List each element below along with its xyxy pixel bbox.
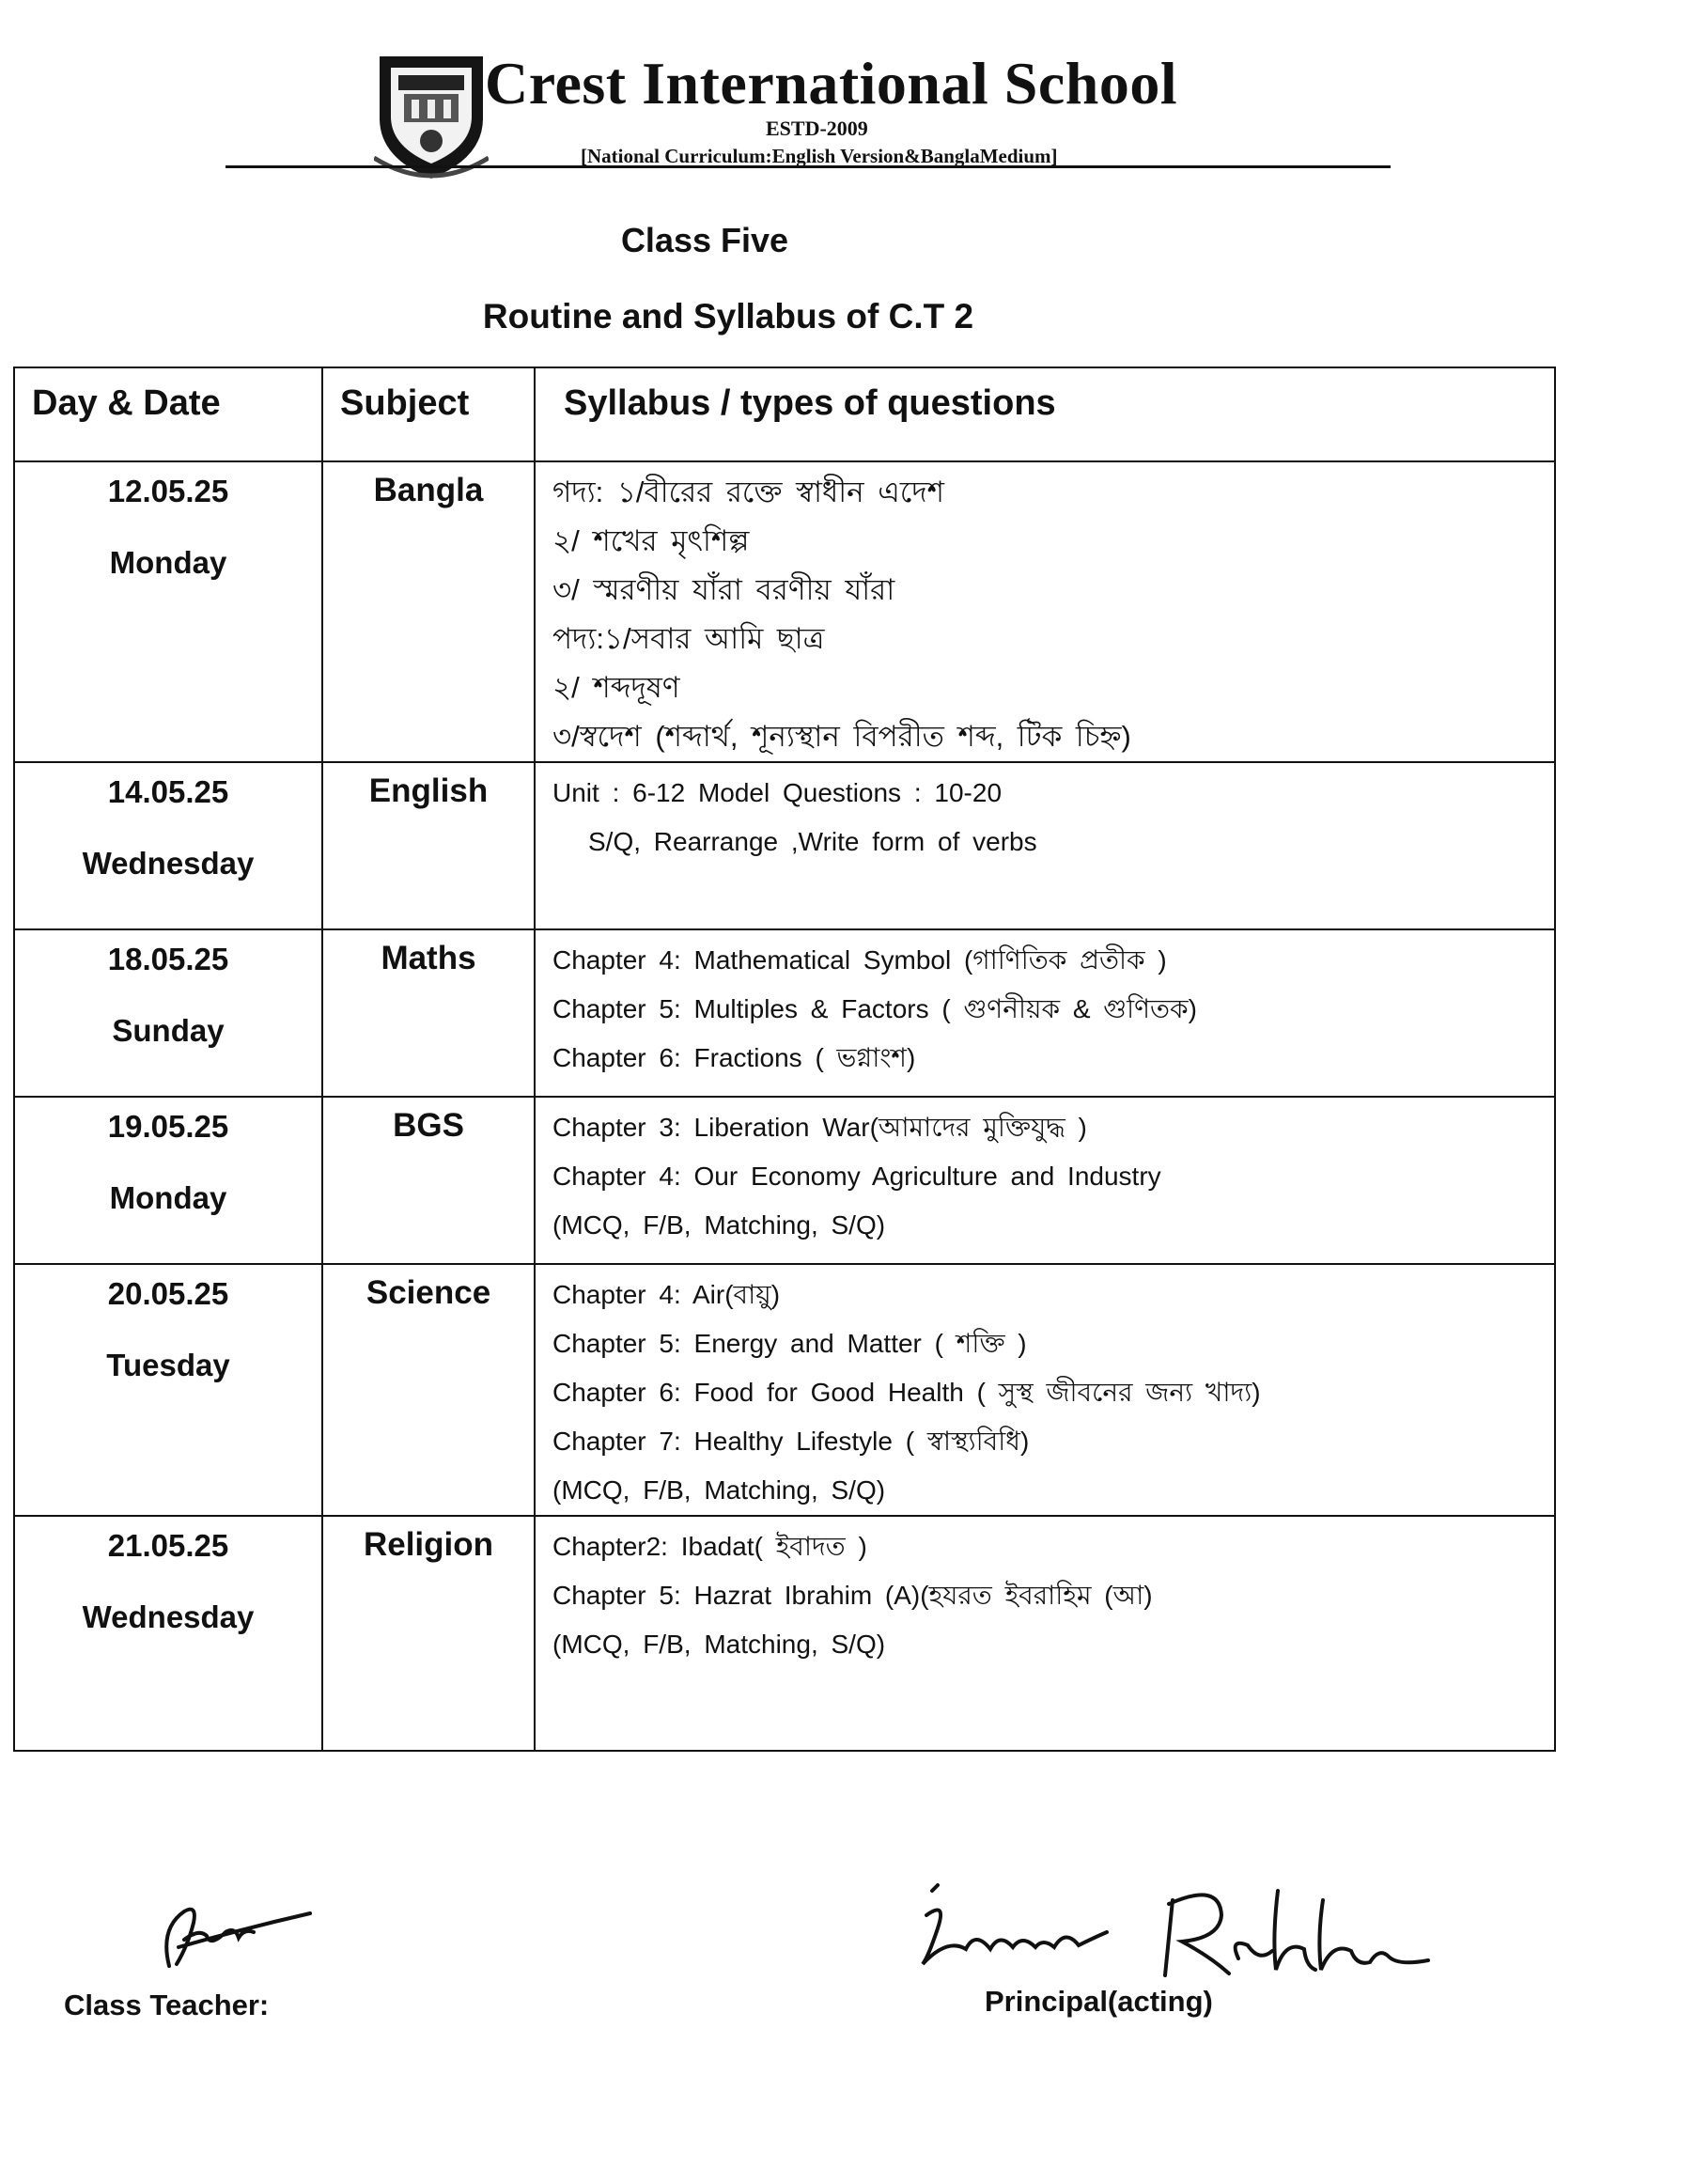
syllabus-cell <box>535 461 1555 762</box>
principal-label: Principal(acting) <box>985 1985 1213 2018</box>
exam-day: Sunday <box>112 1013 225 1048</box>
table-row <box>14 461 1555 762</box>
syllabus-line: S/Q, Rearrange ,Write form of verbs <box>588 827 1037 856</box>
syllabus-line: Chapter 3: Liberation War(আমাদের মুক্তিযুদ্ধ ) <box>552 1113 1087 1142</box>
day-date-cell <box>14 1097 322 1264</box>
day-date-cell <box>14 1264 322 1516</box>
syllabus-cell <box>535 929 1555 1097</box>
table-row <box>14 1516 1555 1751</box>
established-year: ESTD-2009 <box>766 117 868 140</box>
syllabus-line: ২/ শব্দদূষণ <box>552 671 680 704</box>
syllabus-cell <box>535 1516 1555 1751</box>
exam-date: 14.05.25 <box>107 774 229 809</box>
syllabus-line: (MCQ, F/B, Matching, S/Q) <box>552 1210 886 1240</box>
syllabus-line: Unit : 6-12 Model Questions : 10-20 <box>552 778 1003 807</box>
syllabus-line: Chapter 5: Energy and Matter ( শক্তি ) <box>552 1329 1027 1358</box>
syllabus-cell <box>535 762 1555 929</box>
syllabus-line: Chapter2: Ibadat( ইবাদত ) <box>552 1532 867 1561</box>
syllabus-line: (MCQ, F/B, Matching, S/Q) <box>552 1475 886 1505</box>
day-date-cell <box>14 929 322 1097</box>
syllabus-line: ৩/ স্মরণীয় যাঁরা বরণীয় যাঁরা <box>552 573 895 606</box>
syllabus-line: ২/ শখের মৃৎশিল্প <box>552 524 750 557</box>
day-date-cell <box>14 1516 322 1751</box>
class-title: Class Five <box>620 221 789 259</box>
day-date-cell <box>14 461 322 762</box>
syllabus-line: Chapter 5: Hazrat Ibrahim (A)(হযরত ইবরাহিম (আ) <box>552 1581 1153 1610</box>
exam-day: Tuesday <box>106 1348 230 1382</box>
header-syllabus: Syllabus / types of questions <box>535 367 1555 461</box>
class-teacher-label: Class Teacher: <box>64 1989 270 2021</box>
exam-day: Wednesday <box>82 846 255 881</box>
syllabus-line: পদ্য:১/সবার আমি ছাত্র <box>552 622 825 655</box>
subject-cell: Maths <box>322 929 535 1097</box>
subject-cell: BGS <box>322 1097 535 1264</box>
exam-date: 20.05.25 <box>107 1276 229 1311</box>
table-header-row <box>14 367 1555 461</box>
subject-cell: English <box>322 762 535 929</box>
exam-date: 18.05.25 <box>107 942 229 976</box>
table-row <box>14 762 1555 929</box>
exam-day: Wednesday <box>82 1599 255 1634</box>
syllabus-line: Chapter 6: Fractions ( ভগ্নাংশ) <box>552 1043 916 1072</box>
table-row <box>14 1264 1555 1516</box>
subject-cell: Religion <box>322 1516 535 1751</box>
exam-date: 21.05.25 <box>107 1528 229 1563</box>
exam-day: Monday <box>109 545 227 580</box>
day-date-cell <box>14 762 322 929</box>
syllabus-cell <box>535 1264 1555 1516</box>
routine-title: Routine and Syllabus of C.T 2 <box>482 297 974 335</box>
exam-day: Monday <box>109 1180 227 1215</box>
principal-signature <box>910 1872 1436 1994</box>
syllabus-cell <box>535 1097 1555 1264</box>
syllabus-line: ৩/স্বদেশ (শব্দার্থ, শূন্যস্থান বিপরীত শব্দ, টিক চিহ্ন) <box>552 720 1131 753</box>
curriculum-note: [National Curriculum:English Version&BanglaMedium] <box>581 145 1058 167</box>
school-crest-logo <box>374 53 489 184</box>
school-name: Crest International School <box>485 50 1178 117</box>
syllabus-line: (MCQ, F/B, Matching, S/Q) <box>552 1630 886 1659</box>
subject-cell: Bangla <box>322 461 535 762</box>
header-subject: Subject <box>322 367 535 461</box>
routine-table <box>13 367 1556 1752</box>
syllabus-line: Chapter 4: Mathematical Symbol (গাণিতিক প্রতীক ) <box>552 945 1167 975</box>
syllabus-line: Chapter 4: Our Economy Agriculture and Industry <box>552 1162 1161 1191</box>
syllabus-line: Chapter 6: Food for Good Health ( সুস্থ জীবনের জন্য খাদ্য) <box>552 1378 1261 1407</box>
exam-date: 12.05.25 <box>107 474 229 508</box>
table-row <box>14 929 1555 1097</box>
syllabus-line: গদ্য: ১/বীরের রক্তে স্বাধীন এদেশ <box>552 476 944 508</box>
syllabus-line: Chapter 7: Healthy Lifestyle ( স্বাস্থ্যবিধি) <box>552 1427 1030 1456</box>
subject-cell: Science <box>322 1264 535 1516</box>
syllabus-line: Chapter 4: Air(বায়ু) <box>552 1280 781 1309</box>
class-teacher-signature <box>141 1891 319 1985</box>
table-row <box>14 1097 1555 1264</box>
header-divider <box>225 165 1391 168</box>
header-day-date: Day & Date <box>14 367 322 461</box>
exam-date: 19.05.25 <box>107 1109 229 1144</box>
syllabus-line: Chapter 5: Multiples & Factors ( গুণনীয়ক & গুণিতক) <box>552 994 1197 1023</box>
